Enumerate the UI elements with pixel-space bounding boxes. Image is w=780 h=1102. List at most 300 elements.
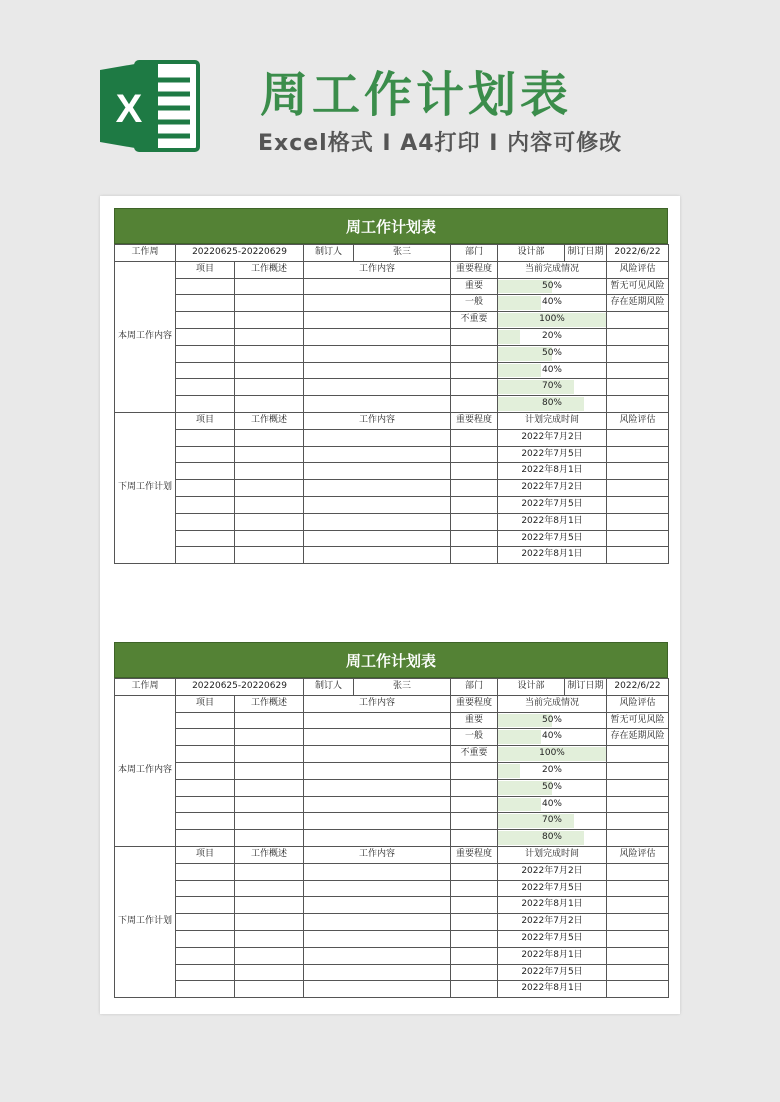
- importance-cell[interactable]: [451, 513, 498, 530]
- summary-cell[interactable]: [235, 362, 304, 379]
- plan-sheet-1: [114, 208, 668, 564]
- content-cell[interactable]: [304, 897, 451, 914]
- risk-cell[interactable]: [607, 930, 669, 947]
- content-cell[interactable]: [304, 496, 451, 513]
- col-header-summary: 工作概述: [235, 261, 304, 278]
- content-cell[interactable]: [304, 530, 451, 547]
- progress-text: 50%: [541, 781, 562, 792]
- summary-cell[interactable]: [235, 496, 304, 513]
- importance-cell[interactable]: [451, 480, 498, 497]
- content-cell[interactable]: [304, 729, 451, 746]
- progress-cell[interactable]: [498, 328, 607, 345]
- col-header-summary: 工作概述: [235, 846, 304, 863]
- risk-cell[interactable]: [607, 530, 669, 547]
- plan-date-cell[interactable]: 2022年7月2日: [498, 480, 607, 497]
- info-row: [115, 245, 669, 262]
- content-cell[interactable]: [304, 278, 451, 295]
- progress-cell[interactable]: [498, 762, 607, 779]
- this-week-row: [115, 379, 669, 396]
- week-value[interactable]: 20220625-20220629: [176, 679, 304, 696]
- project-cell[interactable]: [176, 981, 235, 998]
- importance-cell[interactable]: [451, 880, 498, 897]
- project-cell[interactable]: [176, 813, 235, 830]
- next-week-row: [115, 547, 669, 564]
- this-week-row: [115, 396, 669, 413]
- importance-cell[interactable]: [451, 345, 498, 362]
- content-cell[interactable]: [304, 863, 451, 880]
- content-cell[interactable]: [304, 779, 451, 796]
- summary-cell[interactable]: [235, 830, 304, 847]
- importance-cell[interactable]: 一般: [451, 729, 498, 746]
- content-cell[interactable]: [304, 362, 451, 379]
- week-label: 工作周: [115, 679, 176, 696]
- project-cell[interactable]: [176, 796, 235, 813]
- progress-cell[interactable]: [498, 396, 607, 413]
- importance-cell[interactable]: [451, 328, 498, 345]
- content-cell[interactable]: [304, 712, 451, 729]
- risk-cell[interactable]: [607, 981, 669, 998]
- col-header-risk: 风险评估: [607, 261, 669, 278]
- col-header-content: 工作内容: [304, 846, 451, 863]
- summary-cell[interactable]: [235, 513, 304, 530]
- content-cell[interactable]: [304, 429, 451, 446]
- project-cell[interactable]: [176, 729, 235, 746]
- importance-cell[interactable]: 一般: [451, 295, 498, 312]
- col-header-importance: 重要程度: [451, 695, 498, 712]
- next-week-row: [115, 429, 669, 446]
- progress-bar: [498, 330, 520, 344]
- plan-date-cell[interactable]: 2022年7月5日: [498, 446, 607, 463]
- importance-cell[interactable]: [451, 914, 498, 931]
- plan-date-cell[interactable]: 2022年7月5日: [498, 496, 607, 513]
- risk-cell[interactable]: [607, 914, 669, 931]
- progress-cell[interactable]: [498, 830, 607, 847]
- this-week-section-label: 本周工作内容: [115, 261, 176, 412]
- importance-cell[interactable]: 不重要: [451, 312, 498, 329]
- col-header-risk: 风险评估: [607, 846, 669, 863]
- summary-cell[interactable]: [235, 863, 304, 880]
- excel-logo-icon: [100, 58, 202, 154]
- risk-cell[interactable]: [607, 880, 669, 897]
- risk-cell[interactable]: [607, 396, 669, 413]
- summary-cell[interactable]: [235, 813, 304, 830]
- progress-text: 20%: [541, 764, 562, 775]
- this-week-section-label: 本周工作内容: [115, 695, 176, 846]
- summary-cell[interactable]: [235, 930, 304, 947]
- progress-cell[interactable]: [498, 712, 607, 729]
- content-cell[interactable]: [304, 480, 451, 497]
- summary-cell[interactable]: [235, 897, 304, 914]
- summary-cell[interactable]: [235, 796, 304, 813]
- plan-date-cell[interactable]: 2022年8月1日: [498, 513, 607, 530]
- col-header-plan-date: 计划完成时间: [498, 412, 607, 429]
- content-cell[interactable]: [304, 796, 451, 813]
- risk-cell[interactable]: [607, 830, 669, 847]
- this-week-row: [115, 813, 669, 830]
- this-week-row: [115, 779, 669, 796]
- content-cell[interactable]: [304, 964, 451, 981]
- project-cell[interactable]: [176, 379, 235, 396]
- risk-cell[interactable]: [607, 513, 669, 530]
- info-row: [115, 679, 669, 696]
- progress-cell[interactable]: [498, 779, 607, 796]
- progress-cell[interactable]: [498, 729, 607, 746]
- progress-text: 100%: [539, 748, 565, 759]
- this-week-row: [115, 362, 669, 379]
- plan-date-cell[interactable]: 2022年8月1日: [498, 897, 607, 914]
- next-week-row: [115, 981, 669, 998]
- plan-table: [114, 678, 669, 998]
- content-cell[interactable]: [304, 880, 451, 897]
- content-cell[interactable]: [304, 981, 451, 998]
- project-cell[interactable]: [176, 947, 235, 964]
- project-cell[interactable]: [176, 964, 235, 981]
- maker-label: 制订人: [304, 679, 354, 696]
- importance-cell[interactable]: 重要: [451, 278, 498, 295]
- progress-bar: [498, 764, 520, 778]
- progress-bar: [498, 364, 541, 378]
- progress-bar: [498, 380, 574, 394]
- risk-cell[interactable]: [607, 897, 669, 914]
- risk-cell[interactable]: [607, 496, 669, 513]
- plan-date-cell[interactable]: 2022年7月5日: [498, 964, 607, 981]
- summary-cell[interactable]: [235, 295, 304, 312]
- this-week-header-row: [115, 261, 669, 278]
- maker-value[interactable]: 张三: [354, 245, 451, 262]
- importance-cell[interactable]: [451, 396, 498, 413]
- next-week-row: [115, 463, 669, 480]
- content-cell[interactable]: [304, 312, 451, 329]
- progress-cell[interactable]: [498, 796, 607, 813]
- summary-cell[interactable]: [235, 762, 304, 779]
- risk-cell[interactable]: 存在延期风险: [607, 729, 669, 746]
- importance-cell[interactable]: [451, 379, 498, 396]
- project-cell[interactable]: [176, 362, 235, 379]
- project-cell[interactable]: [176, 863, 235, 880]
- this-week-row: [115, 312, 669, 329]
- importance-cell[interactable]: [451, 796, 498, 813]
- risk-cell[interactable]: [607, 379, 669, 396]
- plan-date-cell[interactable]: 2022年8月1日: [498, 947, 607, 964]
- content-cell[interactable]: [304, 930, 451, 947]
- progress-text: 70%: [541, 381, 562, 392]
- content-cell[interactable]: [304, 446, 451, 463]
- next-week-row: [115, 496, 669, 513]
- content-cell[interactable]: [304, 379, 451, 396]
- content-cell[interactable]: [304, 947, 451, 964]
- progress-text: 40%: [541, 798, 562, 809]
- plan-date-cell[interactable]: 2022年8月1日: [498, 463, 607, 480]
- summary-cell[interactable]: [235, 396, 304, 413]
- content-cell[interactable]: [304, 345, 451, 362]
- progress-text: 20%: [541, 330, 562, 341]
- project-cell[interactable]: [176, 295, 235, 312]
- this-week-row: [115, 796, 669, 813]
- project-cell[interactable]: [176, 762, 235, 779]
- content-cell[interactable]: [304, 328, 451, 345]
- content-cell[interactable]: [304, 813, 451, 830]
- importance-cell[interactable]: [451, 446, 498, 463]
- importance-cell[interactable]: [451, 530, 498, 547]
- dept-label: 部门: [451, 679, 498, 696]
- progress-text: 80%: [541, 832, 562, 843]
- dept-value[interactable]: 设计部: [498, 679, 565, 696]
- summary-cell[interactable]: [235, 981, 304, 998]
- content-cell[interactable]: [304, 295, 451, 312]
- col-header-content: 工作内容: [304, 695, 451, 712]
- risk-cell[interactable]: [607, 429, 669, 446]
- sheet-title: 周工作计划表: [114, 208, 668, 244]
- progress-text: 40%: [541, 364, 562, 375]
- progress-cell[interactable]: [498, 746, 607, 763]
- importance-cell[interactable]: 重要: [451, 712, 498, 729]
- progress-text: 50%: [541, 280, 562, 291]
- risk-cell[interactable]: [607, 480, 669, 497]
- next-week-section-label: 下周工作计划: [115, 846, 176, 997]
- summary-cell[interactable]: [235, 779, 304, 796]
- col-header-project: 项目: [176, 695, 235, 712]
- progress-text: 50%: [541, 347, 562, 358]
- next-week-row: [115, 947, 669, 964]
- importance-cell[interactable]: [451, 779, 498, 796]
- progress-bar: [498, 814, 574, 828]
- project-cell[interactable]: [176, 914, 235, 931]
- project-cell[interactable]: [176, 880, 235, 897]
- importance-cell[interactable]: [451, 429, 498, 446]
- content-cell[interactable]: [304, 547, 451, 564]
- date-label: 制订日期: [565, 679, 607, 696]
- summary-cell[interactable]: [235, 446, 304, 463]
- plan-table: [114, 244, 669, 564]
- this-week-row: [115, 328, 669, 345]
- summary-cell[interactable]: [235, 328, 304, 345]
- project-cell[interactable]: [176, 278, 235, 295]
- this-week-row: [115, 345, 669, 362]
- risk-cell[interactable]: [607, 345, 669, 362]
- summary-cell[interactable]: [235, 345, 304, 362]
- next-week-row: [115, 863, 669, 880]
- col-header-importance: 重要程度: [451, 412, 498, 429]
- plan-date-cell[interactable]: 2022年7月5日: [498, 530, 607, 547]
- dept-label: 部门: [451, 245, 498, 262]
- maker-label: 制订人: [304, 245, 354, 262]
- summary-cell[interactable]: [235, 312, 304, 329]
- progress-bar: [498, 798, 541, 812]
- plan-date-cell[interactable]: 2022年7月2日: [498, 914, 607, 931]
- risk-cell[interactable]: 暂无可见风险: [607, 278, 669, 295]
- risk-cell[interactable]: [607, 863, 669, 880]
- col-header-project: 项目: [176, 846, 235, 863]
- project-cell[interactable]: [176, 779, 235, 796]
- importance-cell[interactable]: [451, 762, 498, 779]
- this-week-row: [115, 278, 669, 295]
- sheet-paper: [100, 196, 680, 1014]
- project-cell[interactable]: [176, 830, 235, 847]
- next-week-row: [115, 446, 669, 463]
- content-cell[interactable]: [304, 762, 451, 779]
- summary-cell[interactable]: [235, 914, 304, 931]
- next-week-row: [115, 914, 669, 931]
- next-week-row: [115, 513, 669, 530]
- progress-cell[interactable]: [498, 379, 607, 396]
- importance-cell[interactable]: [451, 947, 498, 964]
- maker-value[interactable]: 张三: [354, 679, 451, 696]
- col-header-importance: 重要程度: [451, 846, 498, 863]
- logo-letter: X: [115, 87, 143, 131]
- col-header-project: 项目: [176, 412, 235, 429]
- next-week-row: [115, 880, 669, 897]
- week-label: 工作周: [115, 245, 176, 262]
- summary-cell[interactable]: [235, 429, 304, 446]
- progress-cell[interactable]: [498, 362, 607, 379]
- project-cell[interactable]: [176, 496, 235, 513]
- plan-date-cell[interactable]: 2022年7月5日: [498, 930, 607, 947]
- content-cell[interactable]: [304, 463, 451, 480]
- date-value[interactable]: 2022/6/22: [607, 245, 669, 262]
- this-week-row: [115, 762, 669, 779]
- content-cell[interactable]: [304, 513, 451, 530]
- summary-cell[interactable]: [235, 712, 304, 729]
- importance-cell[interactable]: [451, 897, 498, 914]
- summary-cell[interactable]: [235, 746, 304, 763]
- summary-cell[interactable]: [235, 880, 304, 897]
- summary-cell[interactable]: [235, 964, 304, 981]
- risk-cell[interactable]: [607, 813, 669, 830]
- importance-cell[interactable]: [451, 981, 498, 998]
- importance-cell[interactable]: [451, 496, 498, 513]
- risk-cell[interactable]: [607, 796, 669, 813]
- project-cell[interactable]: [176, 530, 235, 547]
- banner: [0, 0, 780, 190]
- summary-cell[interactable]: [235, 530, 304, 547]
- content-cell[interactable]: [304, 396, 451, 413]
- project-cell[interactable]: [176, 429, 235, 446]
- risk-cell[interactable]: [607, 947, 669, 964]
- project-cell[interactable]: [176, 312, 235, 329]
- project-cell[interactable]: [176, 513, 235, 530]
- project-cell[interactable]: [176, 463, 235, 480]
- progress-text: 70%: [541, 815, 562, 826]
- col-header-progress: 当前完成情况: [498, 261, 607, 278]
- importance-cell[interactable]: [451, 964, 498, 981]
- this-week-row: [115, 746, 669, 763]
- summary-cell[interactable]: [235, 379, 304, 396]
- next-week-row: [115, 964, 669, 981]
- date-value[interactable]: 2022/6/22: [607, 679, 669, 696]
- col-header-risk: 风险评估: [607, 695, 669, 712]
- risk-cell[interactable]: 存在延期风险: [607, 295, 669, 312]
- importance-cell[interactable]: [451, 930, 498, 947]
- risk-cell[interactable]: [607, 547, 669, 564]
- summary-cell[interactable]: [235, 480, 304, 497]
- next-week-row: [115, 530, 669, 547]
- summary-cell[interactable]: [235, 278, 304, 295]
- content-cell[interactable]: [304, 914, 451, 931]
- project-cell[interactable]: [176, 480, 235, 497]
- risk-cell[interactable]: [607, 312, 669, 329]
- week-value[interactable]: 20220625-20220629: [176, 245, 304, 262]
- project-cell[interactable]: [176, 396, 235, 413]
- progress-cell[interactable]: [498, 312, 607, 329]
- progress-text: 40%: [541, 731, 562, 742]
- progress-cell[interactable]: [498, 295, 607, 312]
- content-cell[interactable]: [304, 746, 451, 763]
- project-cell[interactable]: [176, 328, 235, 345]
- col-header-content: 工作内容: [304, 261, 451, 278]
- progress-bar: [498, 730, 541, 744]
- plan-date-cell[interactable]: 2022年7月5日: [498, 880, 607, 897]
- risk-cell[interactable]: [607, 762, 669, 779]
- sheet-title: 周工作计划表: [114, 642, 668, 678]
- summary-cell[interactable]: [235, 947, 304, 964]
- progress-cell[interactable]: [498, 278, 607, 295]
- summary-cell[interactable]: [235, 547, 304, 564]
- project-cell[interactable]: [176, 345, 235, 362]
- risk-cell[interactable]: [607, 964, 669, 981]
- col-header-summary: 工作概述: [235, 412, 304, 429]
- importance-cell[interactable]: [451, 463, 498, 480]
- risk-cell[interactable]: [607, 463, 669, 480]
- next-week-header-row: [115, 846, 669, 863]
- importance-cell[interactable]: [451, 547, 498, 564]
- project-cell[interactable]: [176, 897, 235, 914]
- page-title: 周工作计划表: [260, 67, 573, 123]
- content-cell[interactable]: [304, 830, 451, 847]
- risk-cell[interactable]: [607, 779, 669, 796]
- risk-cell[interactable]: [607, 446, 669, 463]
- progress-text: 80%: [541, 398, 562, 409]
- col-header-project: 项目: [176, 261, 235, 278]
- col-header-progress: 当前完成情况: [498, 695, 607, 712]
- col-header-summary: 工作概述: [235, 695, 304, 712]
- this-week-row: [115, 830, 669, 847]
- risk-cell[interactable]: [607, 362, 669, 379]
- next-week-header-row: [115, 412, 669, 429]
- project-cell[interactable]: [176, 446, 235, 463]
- importance-cell[interactable]: [451, 813, 498, 830]
- dept-value[interactable]: 设计部: [498, 245, 565, 262]
- next-week-row: [115, 897, 669, 914]
- plan-date-cell[interactable]: 2022年8月1日: [498, 981, 607, 998]
- importance-cell[interactable]: [451, 863, 498, 880]
- next-week-section-label: 下周工作计划: [115, 412, 176, 563]
- progress-bar: [498, 296, 541, 310]
- risk-cell[interactable]: [607, 746, 669, 763]
- this-week-row: [115, 712, 669, 729]
- progress-cell[interactable]: [498, 345, 607, 362]
- importance-cell[interactable]: 不重要: [451, 746, 498, 763]
- summary-cell[interactable]: [235, 729, 304, 746]
- project-cell[interactable]: [176, 712, 235, 729]
- progress-cell[interactable]: [498, 813, 607, 830]
- this-week-row: [115, 295, 669, 312]
- project-cell[interactable]: [176, 547, 235, 564]
- summary-cell[interactable]: [235, 463, 304, 480]
- plan-date-cell[interactable]: 2022年8月1日: [498, 547, 607, 564]
- project-cell[interactable]: [176, 930, 235, 947]
- col-header-plan-date: 计划完成时间: [498, 846, 607, 863]
- plan-date-cell[interactable]: 2022年7月2日: [498, 863, 607, 880]
- risk-cell[interactable]: [607, 328, 669, 345]
- importance-cell[interactable]: [451, 362, 498, 379]
- importance-cell[interactable]: [451, 830, 498, 847]
- plan-date-cell[interactable]: 2022年7月2日: [498, 429, 607, 446]
- plan-sheet-2: [114, 642, 668, 998]
- risk-cell[interactable]: 暂无可见风险: [607, 712, 669, 729]
- col-header-content: 工作内容: [304, 412, 451, 429]
- next-week-row: [115, 480, 669, 497]
- project-cell[interactable]: [176, 746, 235, 763]
